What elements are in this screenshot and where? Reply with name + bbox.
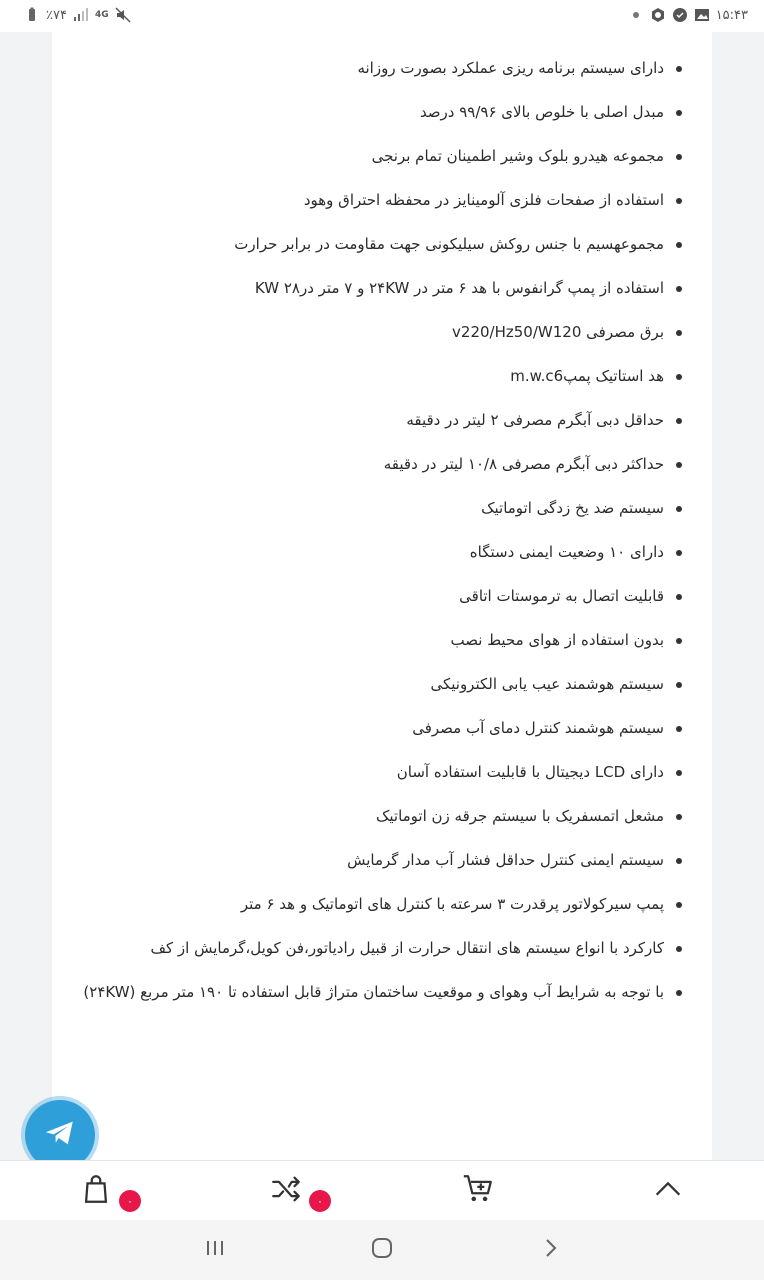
scroll-top-button[interactable] bbox=[650, 1171, 686, 1211]
shield-icon bbox=[672, 7, 688, 23]
list-item: دارای ۱۰ وضعیت ایمنی دستگاه bbox=[76, 530, 688, 574]
product-features-panel bbox=[52, 32, 712, 1160]
compare-count-badge: ۰ bbox=[309, 1190, 331, 1212]
features-list bbox=[76, 46, 688, 1014]
list-item: مجموعه هیدرو بلوک وشیر اطمینان تمام برنجی bbox=[76, 134, 688, 178]
cart-button[interactable] bbox=[78, 1171, 114, 1211]
list-item: با توجه به شرایط آب وهوای و موقعیت ساختمان متراژ قابل استفاده تا ۱۹۰ متر مربع (۲۴KW) bbox=[76, 970, 688, 1014]
dot-icon bbox=[628, 7, 644, 23]
network-type: 4G bbox=[94, 10, 109, 20]
list-item: مبدل اصلی با خلوص بالای ۹۹/۹۶ درصد bbox=[76, 90, 688, 134]
cart-plus-icon bbox=[461, 1172, 495, 1210]
shuffle-icon bbox=[269, 1172, 303, 1210]
list-item: سیستم هوشمند کنترل دمای آب مصرفی bbox=[76, 706, 688, 750]
telegram-icon bbox=[43, 1116, 77, 1154]
list-item: مشعل اتمسفریک با سیستم جرقه زن اتوماتیک bbox=[76, 794, 688, 838]
battery-icon bbox=[24, 7, 40, 23]
shopping-bag-icon bbox=[79, 1172, 113, 1210]
list-item: سیستم ایمنی کنترل حداقل فشار آب مدار گرمایش bbox=[76, 838, 688, 882]
add-to-cart-button[interactable] bbox=[460, 1171, 496, 1211]
recent-apps-button[interactable] bbox=[203, 1238, 227, 1262]
list-item: مجموعهسیم با جنس روکش سیلیکونی جهت مقاومت در برابر حرارت bbox=[76, 222, 688, 266]
status-bar bbox=[0, 0, 764, 32]
compare-button[interactable] bbox=[268, 1171, 304, 1211]
status-bar-left bbox=[24, 7, 131, 23]
home-icon bbox=[370, 1236, 394, 1264]
signal-icon bbox=[73, 7, 89, 23]
mute-icon bbox=[115, 7, 131, 23]
settings-icon bbox=[650, 7, 666, 23]
list-item: حداکثر دبی آبگرم مصرفی ۱۰/۸ لیتر در دقیقه bbox=[76, 442, 688, 486]
cart-count-badge: ۰ bbox=[119, 1190, 141, 1212]
list-item: قابلیت اتصال به ترموستات اتاقی bbox=[76, 574, 688, 618]
recent-apps-icon bbox=[203, 1236, 227, 1264]
image-icon bbox=[694, 7, 710, 23]
list-item: سیستم هوشمند عیب یابی الکترونیکی bbox=[76, 662, 688, 706]
list-item: سیستم ضد یخ زدگی اتوماتیک bbox=[76, 486, 688, 530]
chevron-up-icon bbox=[651, 1172, 685, 1210]
home-button[interactable] bbox=[370, 1238, 394, 1262]
back-button[interactable] bbox=[538, 1238, 562, 1262]
status-bar-right bbox=[628, 7, 748, 23]
list-item: حداقل دبی آبگرم مصرفی ۲ لیتر در دقیقه bbox=[76, 398, 688, 442]
chevron-right-icon bbox=[538, 1236, 562, 1264]
list-item: دارای LCD دیجیتال با قابلیت استفاده آسان bbox=[76, 750, 688, 794]
list-item: دارای سیستم برنامه ریزی عملکرد بصورت روزانه bbox=[76, 46, 688, 90]
list-item: استفاده از پمپ گرانفوس با هد ۶ متر در ۲۴KW و ۷ متر در۲۸ KW bbox=[76, 266, 688, 310]
system-nav-bar bbox=[0, 1220, 764, 1280]
list-item: کارکرد با انواع سیستم های انتقال حرارت از قبیل رادیاتور،فن کویل،گرمایش از کف bbox=[76, 926, 688, 970]
list-item: بدون استفاده از هوای محیط نصب bbox=[76, 618, 688, 662]
bottom-action-bar bbox=[0, 1160, 764, 1221]
status-time: ۱۵:۴۳ bbox=[715, 7, 748, 23]
list-item: پمپ سیرکولاتور پرقدرت ۳ سرعته با کنترل های اتوماتیک و هد ۶ متر bbox=[76, 882, 688, 926]
battery-percent: ٪۷۴ bbox=[46, 7, 67, 23]
list-item: برق مصرفی v220/Hz50/W120 bbox=[76, 310, 688, 354]
list-item: هد استاتیک پمپm.w.c6 bbox=[76, 354, 688, 398]
list-item: استفاده از صفحات فلزی آلومینایز در محفظه احتراق وهود bbox=[76, 178, 688, 222]
